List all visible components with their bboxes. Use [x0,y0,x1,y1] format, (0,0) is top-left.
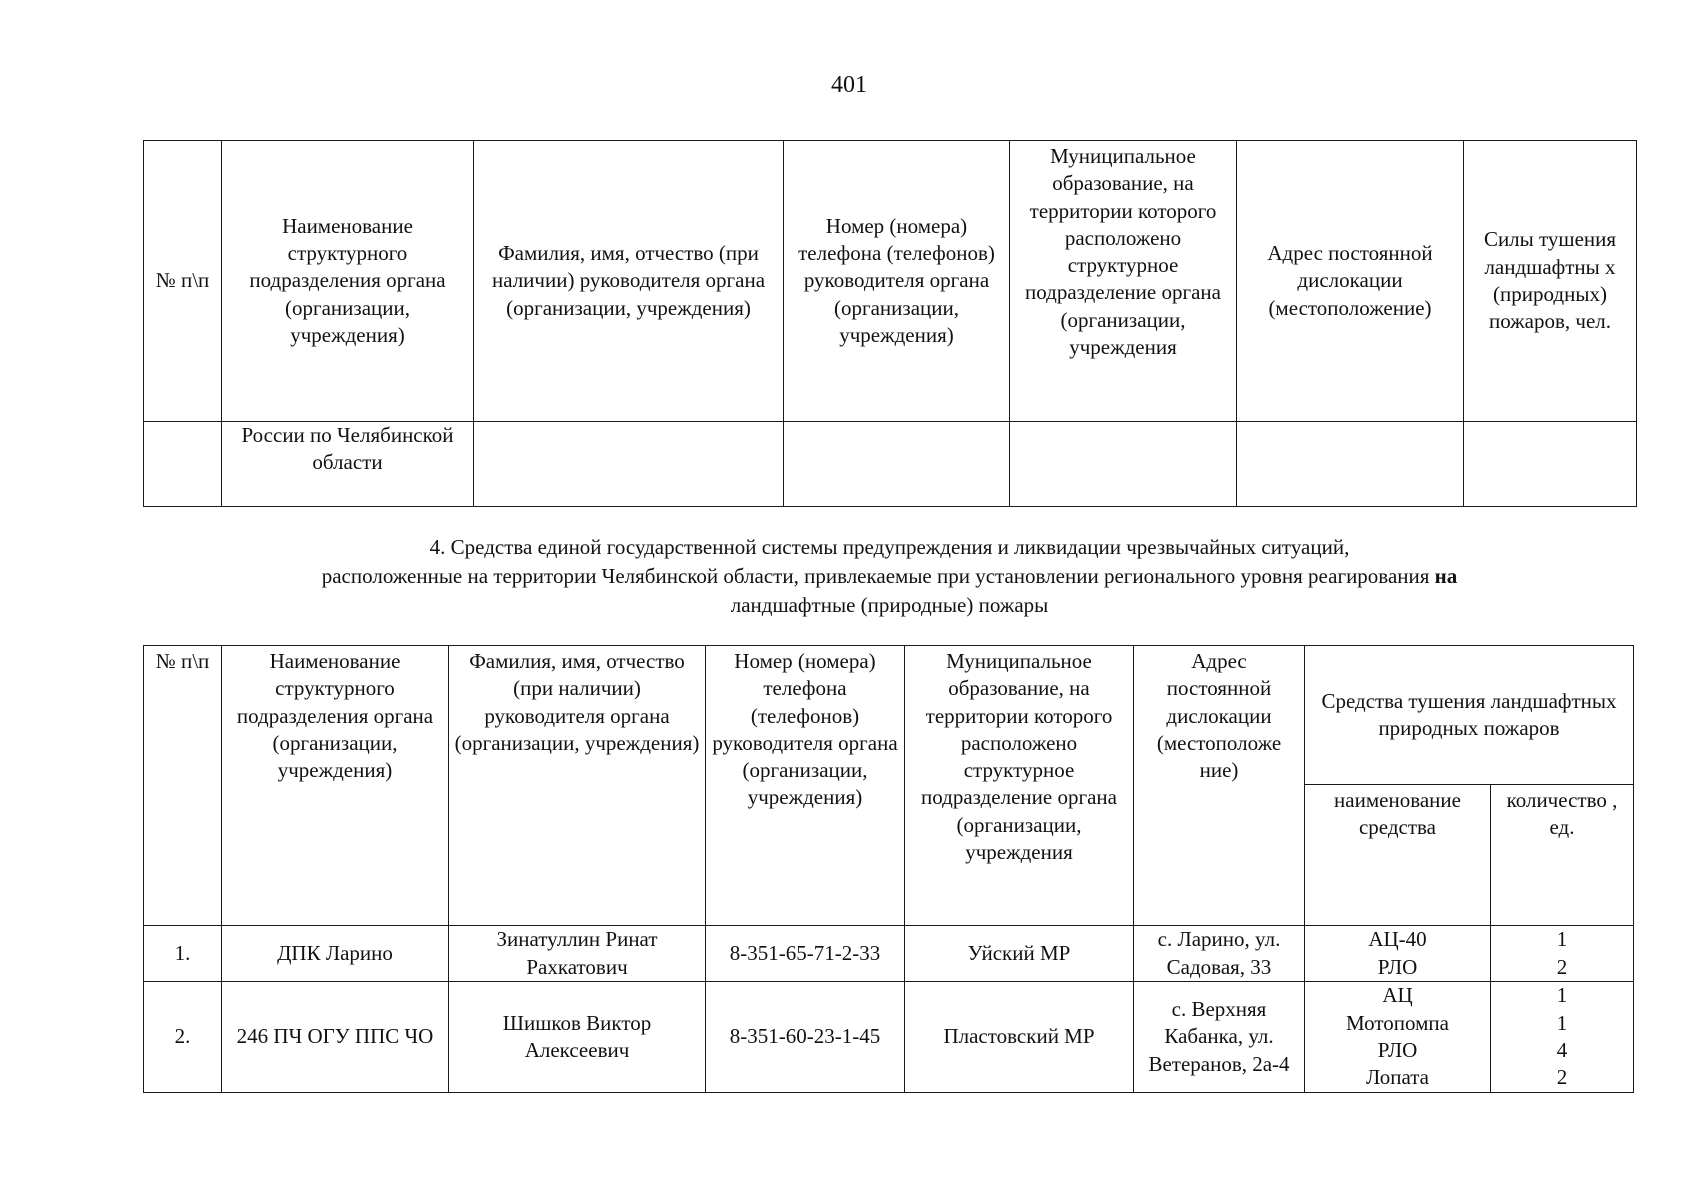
qty-item: 2 [1556,1065,1568,1090]
qty-item: 2 [1556,954,1568,979]
section-title-bold: на [1434,564,1458,588]
emergency-means-table [143,645,1634,1093]
header-unit-name: Наименование структурного подразделения органа (организации, учреждения) [222,646,449,926]
header-means-name: наименование средства [1305,785,1491,926]
header-phone: Номер (номера) телефона (телефонов) руководителя органа (организации, учреждения) [706,646,905,926]
means-item: АЦ-40 [1368,927,1427,952]
row-qty-list [1491,982,1634,1093]
header-num: № п\п [144,646,222,926]
header-unit-name: Наименование структурного подразделения органа (организации, учреждения) [222,141,474,422]
header-municipality: Муниципальное образование, на территории которого расположено структурное подразделение органа (организации, учреждения [905,646,1134,926]
means-item: АЦ [1382,983,1413,1008]
qty-item: 4 [1556,1038,1568,1062]
row-unit-name: 246 ПЧ ОГУ ППС ЧО [222,982,449,1093]
table2-header-row [144,646,1634,785]
row-municipality [1010,422,1237,507]
section-4-title [143,533,1636,620]
row-num [144,422,222,507]
means-item: Лопата [1366,1065,1429,1090]
row-unit-name: России по Челябинской области [222,422,474,507]
section-title-line [143,562,1636,591]
table-row [144,926,1634,982]
qty-item: 1 [1556,983,1568,1008]
row-unit-name: ДПК Ларино [222,926,449,982]
means-item: РЛО [1377,954,1418,979]
row-phone: 8-351-65-71-2-33 [706,926,905,982]
row-num: 1. [144,926,222,982]
table1-header-row [144,141,1637,422]
row-municipality: Пластовский МР [905,982,1134,1093]
section-title-text: расположенные на территории Челябинской области, привлекаемые при установлении регионального уровня реагирования [321,564,1430,588]
row-head-name: Зинатуллин Ринат Рахкатович [449,926,706,982]
header-address: Адрес постоянной дислокации (местоположе ние) [1134,646,1305,926]
row-address [1237,422,1464,507]
row-municipality: Уйский МР [905,926,1134,982]
header-means-qty: количество , ед. [1491,785,1634,926]
header-address: Адрес постоянной дислокации (местоположение) [1237,141,1464,422]
row-head-name: Шишков Виктор Алексеевич [449,982,706,1093]
header-phone: Номер (номера) телефона (телефонов) руководителя органа (организации, учреждения) [784,141,1010,422]
table-row [144,422,1637,507]
row-phone: 8-351-60-23-1-45 [706,982,905,1093]
means-item: РЛО [1377,1038,1418,1062]
row-num: 2. [144,982,222,1093]
header-forces: Силы тушения ландшафтны х (природных) пожаров, чел. [1464,141,1637,422]
row-address: с. Ларино, ул. Садовая, 33 [1134,926,1305,982]
qty-item: 1 [1556,927,1568,952]
section-title-line: ландшафтные (природные) пожары [730,593,1049,617]
header-head-name: Фамилия, имя, отчество (при наличии) руководителя органа (организации, учреждения) [474,141,784,422]
table-row [144,982,1634,1093]
qty-item: 1 [1556,1010,1568,1035]
row-forces [1464,422,1637,507]
row-means-list [1305,982,1491,1093]
header-means: Средства тушения ландшафтных природных пожаров [1305,646,1634,785]
fire-forces-table-continued [143,140,1637,507]
row-qty-list [1491,926,1634,982]
page-number: 401 [831,72,867,98]
section-title-line: 4. Средства единой государственной системы предупреждения и ликвидации чрезвычайных ситуаций, [429,535,1350,559]
header-num: № п\п [144,141,222,422]
means-item: Мотопомпа [1346,1010,1449,1035]
row-means-list [1305,926,1491,982]
header-head-name: Фамилия, имя, отчество (при наличии) руководителя органа (организации, учреждения) [449,646,706,926]
row-phone [784,422,1010,507]
row-head-name [474,422,784,507]
header-municipality: Муниципальное образование, на территории которого расположено структурное подразделение органа (организации, учреждения [1010,141,1237,422]
row-address: с. Верхняя Кабанка, ул. Ветеранов, 2а-4 [1134,982,1305,1093]
